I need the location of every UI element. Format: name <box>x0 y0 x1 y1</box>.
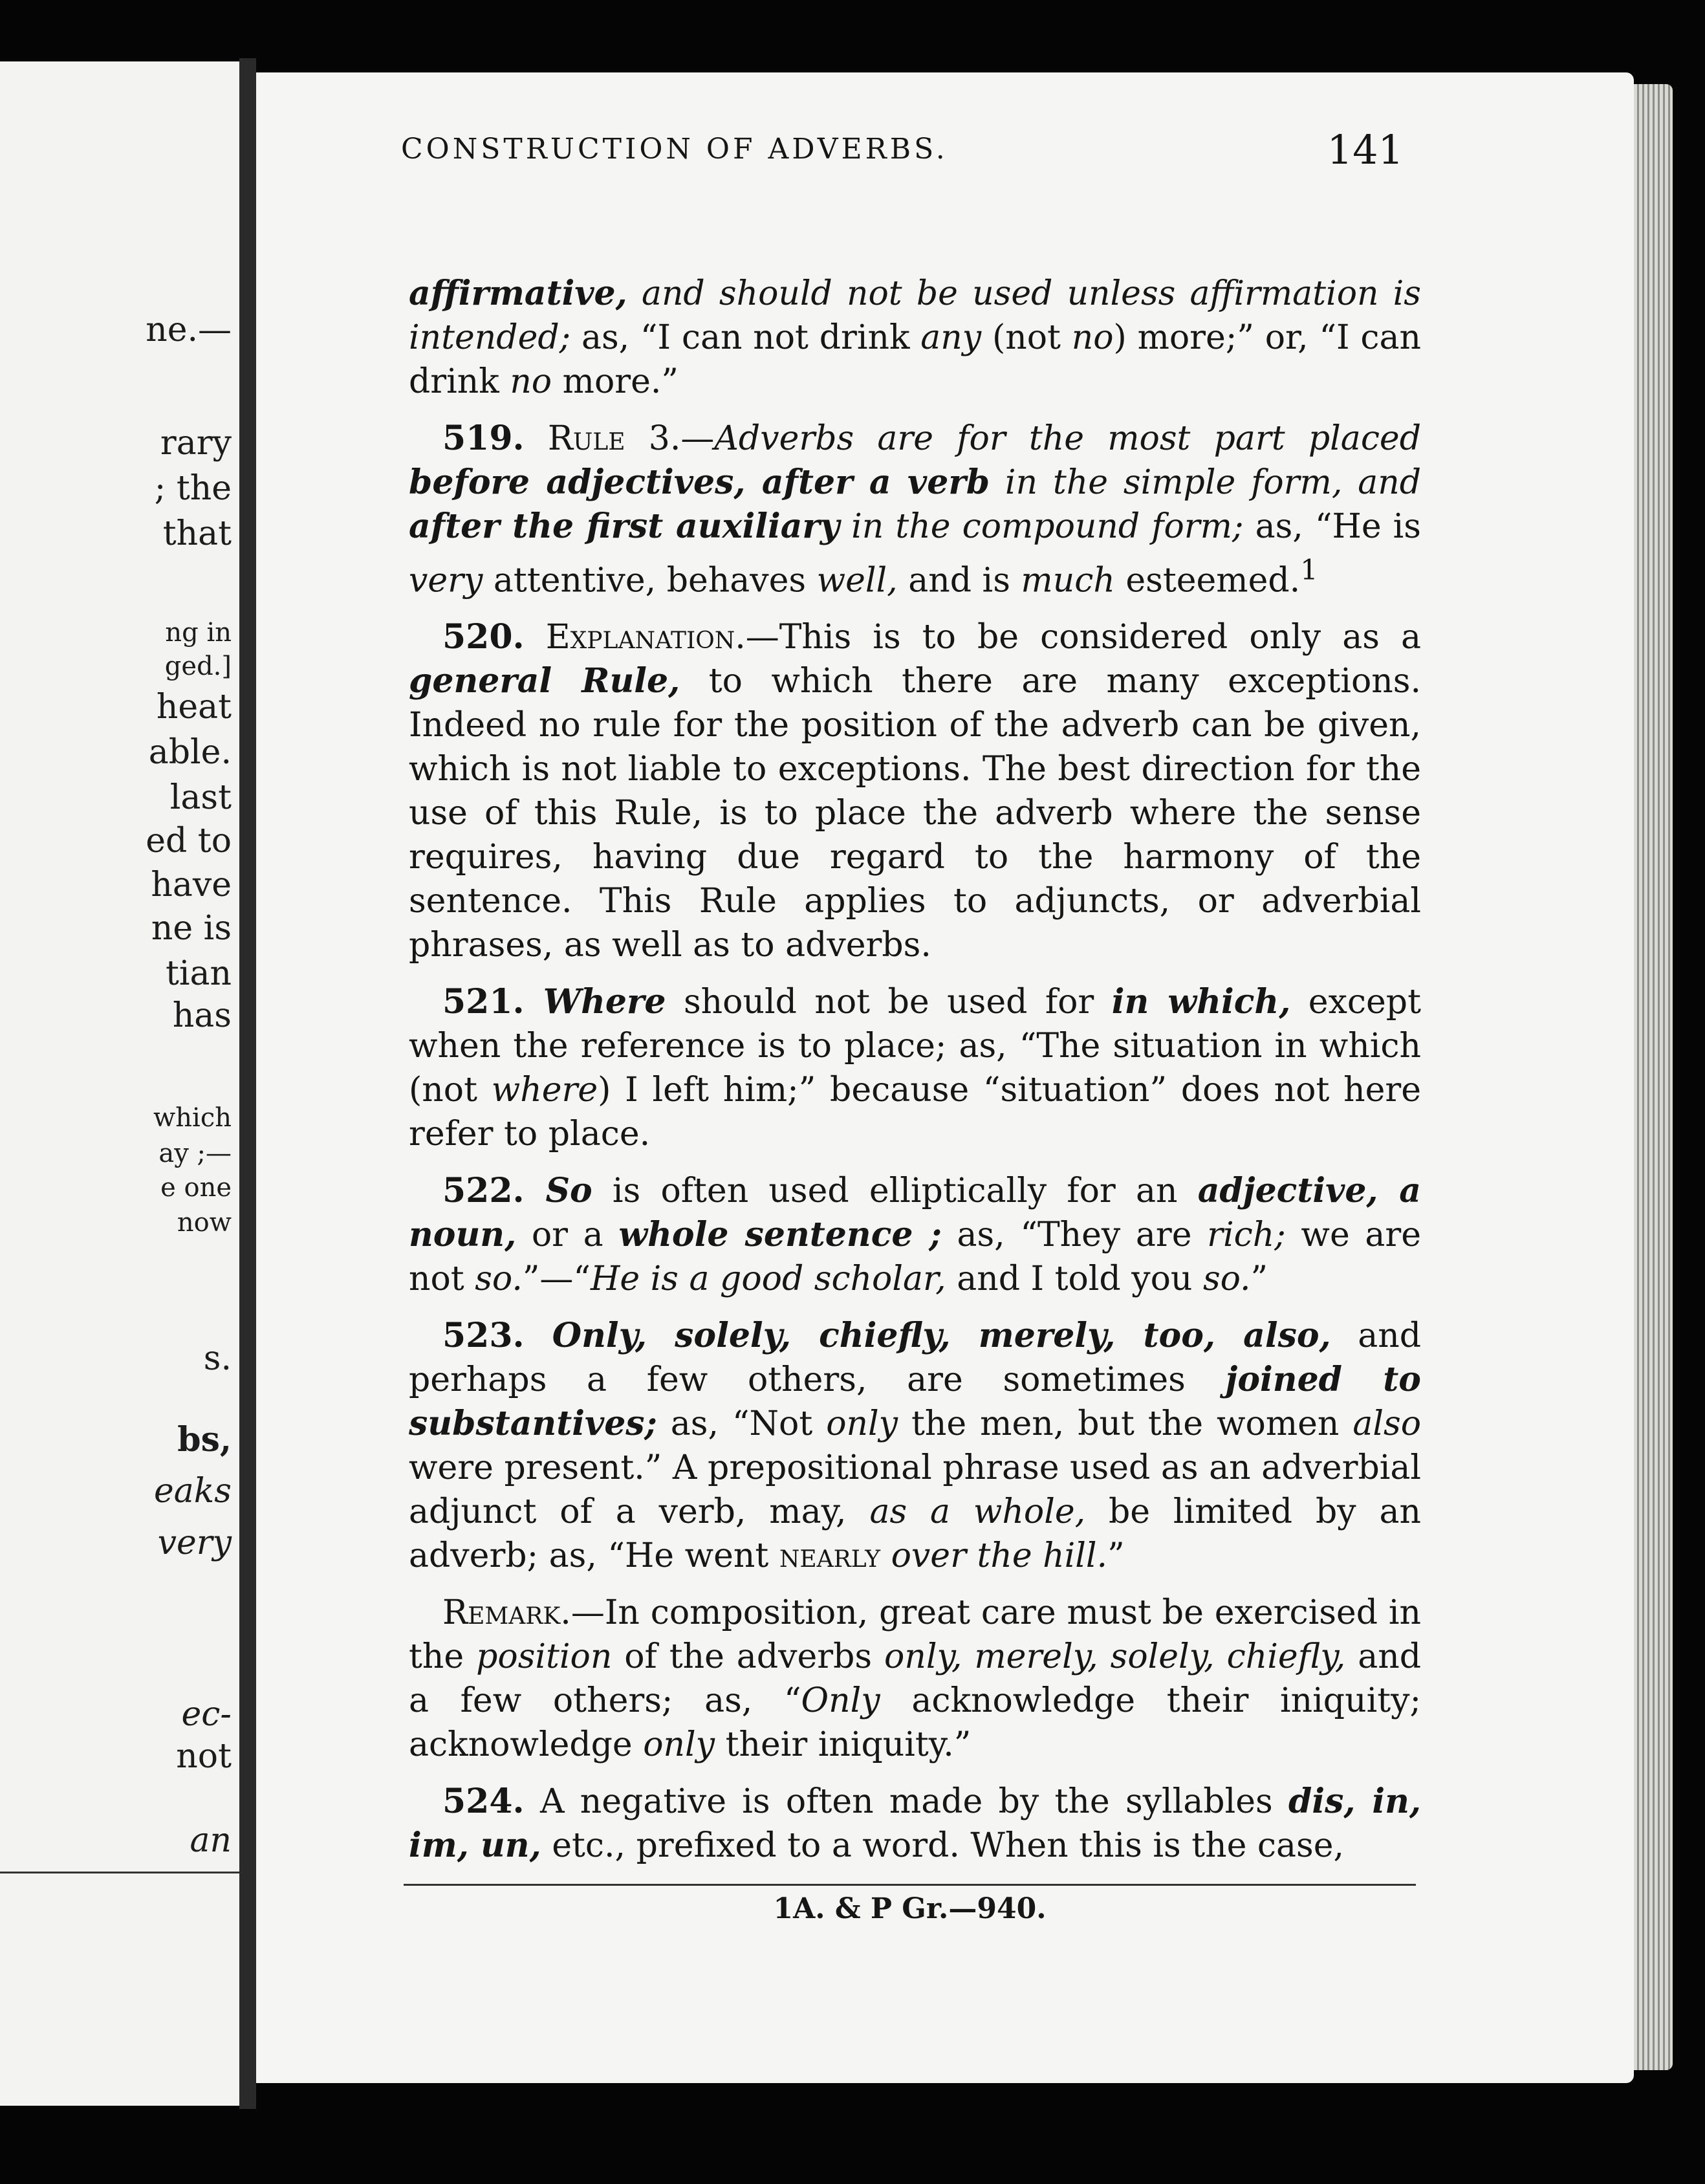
italic-text: any <box>920 318 982 357</box>
left-fragment: that <box>162 514 232 553</box>
footnote: 1A. & P Gr.—940. <box>773 1892 1047 1925</box>
emphasis: in which, <box>1111 982 1291 1022</box>
italic-text: well, <box>816 561 898 600</box>
text: etc., prefixed to a word. When this is the case, <box>541 1826 1345 1866</box>
text: acknowledge their iniquity; acknowledge <box>409 1681 1421 1765</box>
italic-text: only <box>826 1404 898 1444</box>
italic-text: position <box>476 1637 613 1677</box>
left-fragment: has <box>172 996 232 1035</box>
emphasis: joined to substantives; <box>409 1360 1421 1444</box>
left-fragment: not <box>176 1737 232 1776</box>
text: A negative is often made by the syllables <box>524 1782 1288 1822</box>
emphasis: before adjectives, after a verb <box>409 463 990 502</box>
italic-text: only, merely, solely, chiefly, <box>884 1637 1346 1677</box>
left-fragment: have <box>151 866 232 904</box>
text: attentive, behaves <box>483 561 817 600</box>
left-fragment: able. <box>148 733 232 772</box>
section-number: 521. <box>442 982 525 1022</box>
remark-label: Remark. <box>442 1593 571 1633</box>
emphasis: So <box>524 1171 592 1211</box>
left-fragment: ng in <box>165 618 232 648</box>
text: (not <box>981 318 1072 357</box>
emphasis: Only, solely, chiefly, merely, too, also, <box>524 1316 1331 1356</box>
text: the men, but the women <box>898 1404 1353 1444</box>
text <box>880 1536 891 1575</box>
emphasis: Where <box>524 982 666 1022</box>
italic-text: also <box>1352 1404 1421 1444</box>
explanation-label: Explanation. <box>524 618 746 657</box>
page-edges <box>1634 84 1673 2070</box>
page-header <box>401 126 1404 178</box>
text: is often used elliptically for an <box>592 1172 1198 1211</box>
italic-text: He is a good scholar, <box>591 1260 946 1299</box>
text: and is <box>897 561 1021 600</box>
text: except when the reference is to place; as, “The situation in which (not <box>409 983 1421 1110</box>
italic-text: in the simple form, and <box>990 463 1421 502</box>
left-fragment: eaks <box>154 1472 232 1511</box>
italic-text: Adverbs are for the most part placed <box>714 419 1421 458</box>
italic-text: no <box>510 362 552 401</box>
italic-text: and should not be used unless affirmation is intended; <box>409 274 1421 357</box>
italic-text: in the compound form; <box>840 507 1244 546</box>
text: were present.” A prepositional phrase used as an adverbial adjunct of a verb, may, <box>409 1448 1421 1532</box>
running-head: CONSTRUCTION OF ADVERBS. <box>401 133 948 166</box>
left-fragment: very <box>157 1523 232 1562</box>
text: to which there are many exceptions. Indeed no rule for the position of the adverb can be given, which is not liable to exceptions. The best direction for the use of this Rule, is to place the adverb where the sense requires, having due regard to the harmony of the sentence. This Rule applies to adjuncts, or adverbial phrases, as well as to adverbs. <box>409 662 1421 965</box>
remark-paragraph <box>409 1591 1421 1767</box>
left-fragment: rary <box>160 424 232 463</box>
text: be limited by an adverb; as, “He went <box>409 1492 1421 1576</box>
emphasis: adjective, a noun, <box>409 1171 1422 1255</box>
page-number: 141 <box>1327 126 1404 173</box>
left-fragment: ne is <box>151 909 232 948</box>
left-fragment: ged.] <box>164 651 232 681</box>
text: should not be used for <box>666 983 1112 1022</box>
left-fragment: ; the <box>154 469 232 508</box>
paragraph-continued <box>409 272 1421 404</box>
italic-text: only <box>643 1725 715 1765</box>
text: ”—“ <box>522 1260 591 1299</box>
italic-text: as a whole, <box>869 1492 1086 1532</box>
text: as, “I can not drink <box>570 318 921 357</box>
book-gutter <box>239 58 256 2109</box>
section-number: 523. <box>442 1316 525 1356</box>
emphasis: whole sentence ; <box>618 1215 942 1255</box>
left-fragment: now <box>177 1208 232 1238</box>
emphasis: dis, in, im, un, <box>409 1782 1421 1866</box>
rule-label: Rule 3.— <box>524 419 715 458</box>
left-fragment: last <box>169 778 232 817</box>
italic-text: rich; <box>1207 1216 1286 1255</box>
left-fragment: heat <box>156 688 232 726</box>
text: ) I left him;” because “situation” does not here refer to place. <box>409 1071 1421 1154</box>
text: ” <box>1107 1536 1125 1576</box>
text: ) more;” or, “I can drink <box>409 318 1421 401</box>
left-fragment: ne.— <box>146 311 232 349</box>
left-fragment: s. <box>203 1339 232 1378</box>
section-number: 522. <box>442 1171 525 1211</box>
text: and a few others; as, “ <box>409 1637 1421 1721</box>
text: as, “Not <box>657 1404 827 1444</box>
left-fragment: ay ;— <box>158 1139 232 1168</box>
left-page <box>0 61 244 2106</box>
italic-text: Only <box>801 1681 880 1721</box>
italic-text: where <box>491 1071 598 1110</box>
italic-text: so. <box>1202 1260 1251 1299</box>
italic-text: very <box>409 561 483 600</box>
small-caps-text: nearly <box>779 1536 881 1576</box>
text: as, “They are <box>941 1216 1208 1255</box>
paragraph-519 <box>409 417 1421 602</box>
left-fragment: e one <box>160 1173 232 1203</box>
text: more.” <box>552 362 679 401</box>
left-fragment: bs, <box>177 1420 232 1459</box>
italic-text: over the hill. <box>891 1536 1108 1576</box>
left-fragment: ed to <box>146 822 232 860</box>
left-fragment: tian <box>165 954 232 993</box>
footnote-marker: 1 <box>1300 554 1318 587</box>
text: esteemed. <box>1114 561 1301 600</box>
text: or a <box>516 1216 619 1255</box>
section-number: 524. <box>442 1782 525 1822</box>
text: as, “He is <box>1243 507 1421 546</box>
italic-text: so. <box>475 1260 523 1299</box>
emphasis: affirmative, <box>409 274 627 313</box>
text: we are not <box>409 1216 1421 1299</box>
left-fragment: which <box>153 1103 232 1133</box>
italic-text: much <box>1021 561 1115 600</box>
italic-text: no <box>1071 318 1114 357</box>
text: and I told you <box>946 1260 1203 1299</box>
emphasis: general Rule, <box>409 661 680 701</box>
text: and perhaps a few others, are sometimes <box>409 1316 1421 1400</box>
footnote-rule <box>404 1884 1416 1886</box>
text: —This is to be considered only as a <box>745 618 1421 657</box>
left-fragment: ec- <box>181 1695 232 1734</box>
text: of the adverbs <box>612 1637 885 1677</box>
paragraph-524 <box>409 1780 1421 1868</box>
paragraph-520 <box>409 615 1421 967</box>
text: ” <box>1250 1260 1268 1299</box>
text: —In composition, great care must be exercised in the <box>409 1593 1421 1677</box>
page-body <box>409 272 1421 1881</box>
section-number: 520. <box>442 617 525 657</box>
paragraph-522 <box>409 1169 1421 1301</box>
paragraph-521 <box>409 980 1421 1156</box>
text: their iniquity.” <box>715 1725 972 1765</box>
paragraph-523 <box>409 1314 1421 1578</box>
left-fragment: an <box>190 1821 232 1860</box>
emphasis: after the first auxiliary <box>409 507 840 546</box>
left-footnote-rule <box>0 1872 241 1873</box>
section-number: 519. <box>442 419 525 458</box>
